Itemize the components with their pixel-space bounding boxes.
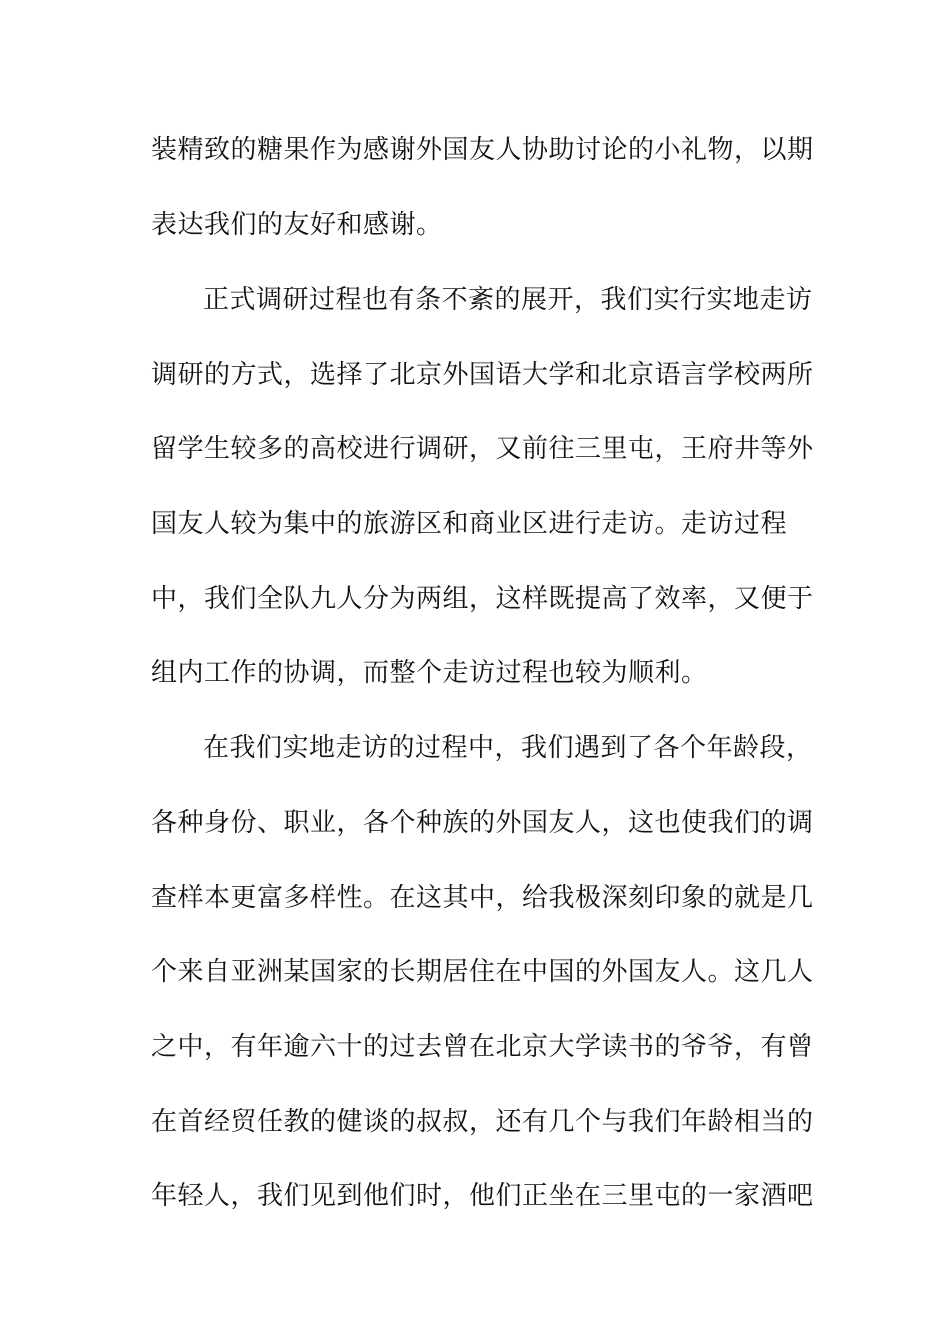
text-line: 之中，有年逾六十的过去曾在北京大学读书的爷爷，有曾	[151, 1032, 814, 1062]
text-line: 年轻人，我们见到他们时，他们正坐在三里屯的一家酒吧	[151, 1181, 814, 1211]
text-line: 各种身份、职业，各个种族的外国友人，这也使我们的调	[151, 808, 814, 838]
text-line: 中，我们全队九人分为两组，这样既提高了效率，又便于	[151, 584, 814, 614]
text-line: 国友人较为集中的旅游区和商业区进行走访。走访过程	[151, 509, 788, 539]
text-line: 在首经贸任教的健谈的叔叔，还有几个与我们年龄相当的	[151, 1107, 814, 1137]
text-line: 个来自亚洲某国家的长期居住在中国的外国友人。这几人	[151, 957, 814, 987]
text-line: 调研的方式，选择了北京外国语大学和北京语言学校两所	[151, 360, 814, 390]
text-line: 留学生较多的高校进行调研，又前往三里屯，王府井等外	[151, 434, 814, 464]
text-line: 查样本更富多样性。在这其中，给我极深刻印象的就是几	[151, 883, 814, 913]
text-line: 组内工作的协调，而整个走访过程也较为顺利。	[151, 658, 708, 688]
text-line: 装精致的糖果作为感谢外国友人协助讨论的小礼物，以期	[151, 135, 814, 165]
paragraph-first-line: 正式调研过程也有条不紊的展开，我们实行实地走访	[203, 285, 813, 315]
paragraph-first-line: 在我们实地走访的过程中，我们遇到了各个年龄段，	[203, 733, 813, 763]
text-line: 表达我们的友好和感谢。	[151, 210, 443, 240]
